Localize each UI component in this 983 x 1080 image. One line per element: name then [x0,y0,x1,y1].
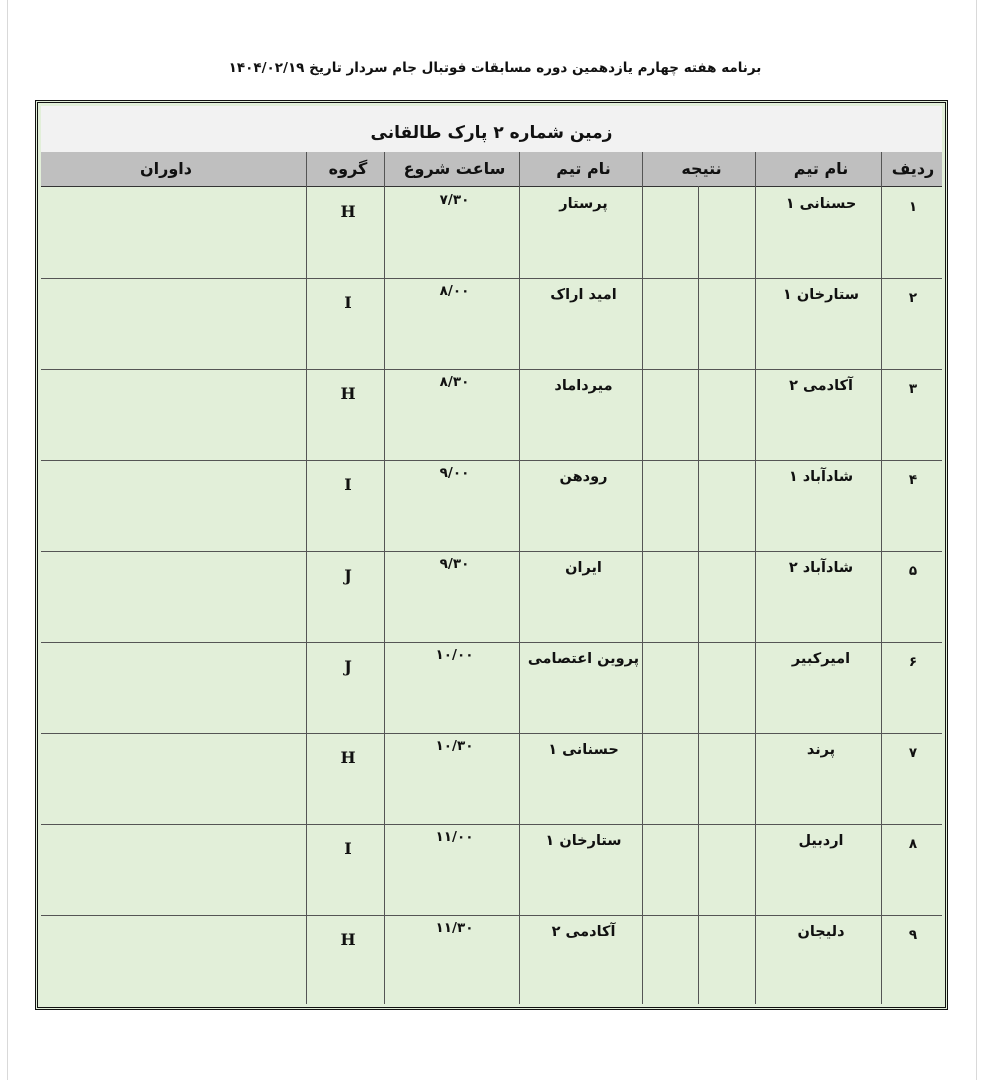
table-row [41,369,942,461]
result-a [701,551,758,585]
column-divider [642,152,643,1004]
group-letter: H [340,202,356,221]
result-b [645,824,701,858]
table-row [41,915,942,1006]
team-b-name: ایران [565,560,602,576]
row-number: ۵ [908,563,918,579]
team-a-name: امیرکبیر [791,651,851,667]
start-time: ۷/۳۰ [439,192,470,208]
row-number: ۸ [908,836,918,852]
start-time: ۸/۰۰ [439,283,470,299]
result-b [645,187,701,221]
team-b-name: پروین اعتصامی [527,651,640,667]
table-row [41,642,942,734]
group-letter: H [340,930,356,949]
team-a-name: حسنانی ۱ [785,196,857,212]
team-b-name: رودهن [559,469,608,485]
page-edge-right [976,0,977,1080]
column-divider [306,152,307,1004]
team-b-name: ستارخان ۱ [545,833,622,849]
header-start-time: ساعت شروع [403,159,506,178]
group-letter: I [344,293,352,312]
row-number: ۷ [908,745,918,761]
column-divider [384,152,385,1004]
result-a [701,460,758,494]
team-a-name: آکادمی ۲ [789,378,853,394]
result-a [701,187,758,221]
team-b-name: حسنانی ۱ [548,742,619,758]
result-b [645,733,701,767]
team-b-name: میرداماد [554,378,613,394]
team-a-name: اردبیل [798,833,844,849]
group-letter: J [344,566,352,585]
start-time: ۸/۳۰ [439,374,470,390]
start-time: ۱۱/۳۰ [435,920,474,936]
start-time: ۹/۳۰ [439,556,470,572]
result-b [645,551,701,585]
referees [41,915,309,949]
result-b [645,642,701,676]
start-time: ۱۰/۰۰ [435,647,474,663]
result-b [645,278,701,312]
team-a-name: ستارخان ۱ [782,287,860,303]
table-row [41,187,942,279]
page-title: برنامه هفته چهارم یازدهمین دوره مسابقات فوتبال جام سردار تاریخ ۱۴۰۴/۰۲/۱۹ [228,60,762,76]
referees [41,551,309,585]
team-a-name: شادآباد ۱ [788,469,854,485]
result-b [645,915,701,949]
referees [41,460,309,494]
referees [41,369,309,403]
referees [41,824,309,858]
result-a [701,642,758,676]
table-row [41,460,942,552]
referees [41,642,309,676]
result-b [645,460,701,494]
column-divider [881,152,882,1004]
row-number: ۶ [908,654,918,670]
referees [41,187,309,221]
team-a-name: شادآباد ۲ [788,560,854,576]
header-referees: داوران [140,159,192,178]
venue-title: زمین شماره ۲ پارک طالقانی [41,106,942,153]
result-a [701,278,758,312]
page-edge-left [7,0,8,1080]
table-row [41,278,942,370]
result-a [701,369,758,403]
row-number: ۱ [908,199,918,215]
row-number: ۹ [908,927,918,943]
header-result: نتیجه [681,159,722,178]
row-number: ۳ [908,381,918,397]
result-divider [698,186,699,1004]
start-time: ۱۰/۳۰ [435,738,474,754]
result-a [701,733,758,767]
result-a [701,915,758,949]
start-time: ۹/۰۰ [439,465,470,481]
table-row [41,824,942,916]
table-header-row [41,152,942,187]
header-team-b: نام تیم [556,159,611,178]
start-time: ۱۱/۰۰ [435,829,474,845]
team-a-name: پرند [806,742,836,758]
header-row-number: ردیف [891,159,935,178]
column-divider [755,152,756,1004]
referees [41,278,309,312]
header-group: گروه [328,159,368,178]
referees [41,733,309,767]
team-b-name: آکادمی ۲ [551,924,616,940]
result-a [701,824,758,858]
group-letter: I [344,475,352,494]
row-number: ۲ [908,290,918,306]
group-letter: H [340,748,356,767]
team-b-name: امید اراک [550,287,617,303]
table-row [41,733,942,825]
group-letter: H [340,384,356,403]
result-b [645,369,701,403]
header-team-a: نام تیم [793,159,849,178]
column-divider [519,152,520,1004]
group-letter: I [344,839,352,858]
schedule-table [35,100,948,1010]
team-b-name: پرستار [559,196,608,212]
row-number: ۴ [908,472,918,488]
group-letter: J [344,657,352,676]
table-row [41,551,942,643]
team-a-name: دلیجان [797,924,845,940]
